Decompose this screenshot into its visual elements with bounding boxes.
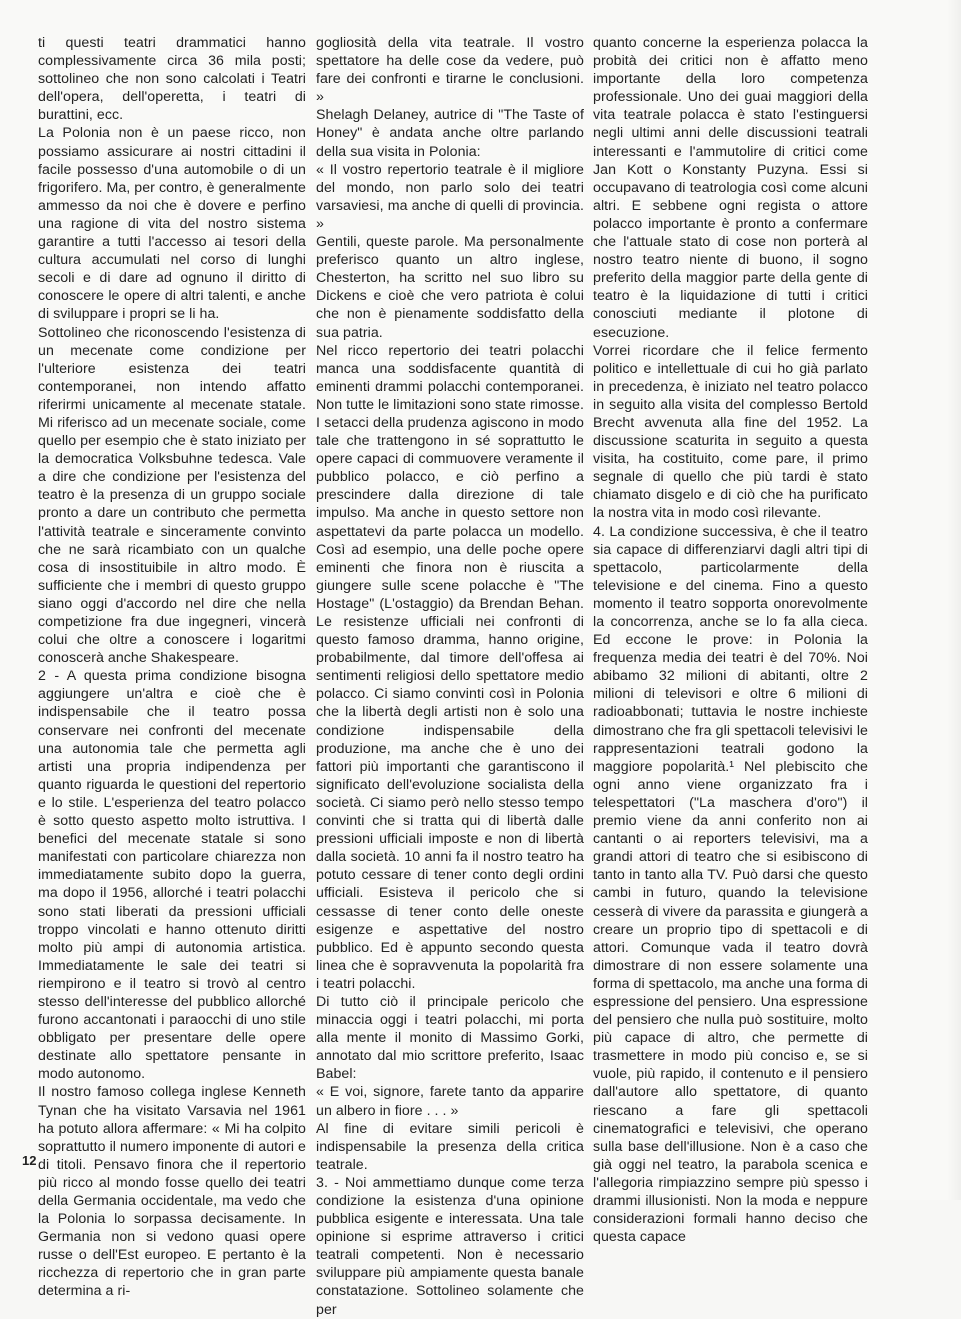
- paragraph: 2 - A questa prima condizione bisogna aggiungere un'altra e cioè che è indispensabile che il teatro possa conservare nei confronti del mecenate una autonomia tale che permetta agli artisti una propria indipendenza per quanto riguarda le questioni del repertorio e lo stile. L'esperienza del teatro polacco è sotto questo aspetto molto istruttiva. I benefici del mecenate statale si sono manifestati con particolare chiarezza non immediatamente subito dopo la guerra, ma dopo il 1956, allorché i teatri polacchi sono stati liberati da pressioni ufficiali troppo vincolati e hanno ottenuto diritti molto più ampi di autonomia artistica. Immediatamente le sale dei teatri si riempirono e il teatro si trovò al centro stesso dell'interesse del pubblico allorché furono accantonati i paraocchi di uno stile obbligato per presentare delle opere destinate allo spettatore pensante in modo autonomo.: [38, 668, 306, 1083]
- page-number: 12: [22, 1153, 37, 1168]
- paragraph: Shelagh Delaney, autrice di "The Taste of Honey" è andata anche oltre parlando della sua visita in Polonia:: [316, 107, 584, 160]
- paragraph: ti questi teatri drammatici hanno complessivamente circa 36 mila posti; sottolineo che non sono calcolati i Teatri dell'opera, dell'operetta, i teatri di burattini, ecc.: [38, 35, 306, 124]
- paragraph: gogliosità della vita teatrale. Il vostro spettatore ha delle cose da vedere, può fare dei confronti e tirarne le conclusioni. »: [316, 35, 584, 106]
- paragraph: Vorrei ricordare che il felice fermento politico e intellettuale di cui ho già parlato in precedenza, è iniziato nel teatro polacco in seguito alla visita del complesso Bertold Brecht avvenuta alla fine del 1952. La discussione scaturita in seguito a questa visita, ha costituito, come pare, il primo segnale di quello che più tardi è stato chiamato disgelo e di ciò che ha purificato la nostra vita in modo così rilevante.: [593, 342, 868, 522]
- paragraph: Sottolineo che riconoscendo l'esistenza di un mecenate come condizione per l'ulteriore esistenza dei teatri contemporanei, non intendo affatto riferirmi unicamente al mecenate statale. Mi riferisco ad un mecenate sociale, come quello per esempio che è stato iniziato per la democratica Volksbuhne tedesca. Vale a dire che condizione per l'esistenza del teatro è la presenza di un gruppo sociale pronto a dare un contributo che permetta l'attività teatrale e sinceramente convinto che ne sarà ricambiato con un qualche cosa di insostituibile in altro modo. È sufficiente che i membri di questo gruppo siano oggi d'accordo nel dire che nella competizione fra due ingegneri, vincerà colui che oltre a conoscere i logaritmi conoscerà anche Shakespeare.: [38, 324, 306, 667]
- paragraph: quanto concerne la esperienza polacca la probità dei critici non è affatto meno importante della loro competenza professionale. Uno dei guai maggiori della vita teatrale polacca è stato l'estinguersi negli ultimi anni delle discussioni teatrali interessanti e l'ammutolire di critici come Jan Kott o Konstanty Puzyna. Essi si occupavano di teatrologia così come alcuni altri. E sebbene ogni regista o attore polacco importante è pronto a confermare che l'attuale stato di cose non porterà al nostro teatro niente di buono, il sogno preferito della maggior parte della gente di teatro è la liquidazione di tutti i critici conosciuti mediante il plotone di esecuzione.: [593, 35, 868, 341]
- paragraph: Al fine di evitare simili pericoli è indispensabile la presenza della critica teatrale.: [316, 1120, 584, 1173]
- paragraph: 4. La condizione successiva, è che il teatro sia capace di differenziarvi dagli altri tipi di spettacolo, particolarmente della televisione e del cinema. Fino a questo momento il teatro sopporta onorevolmente la concorrenza, anche se lo fa alla cieca. Ed eccone le prove: in Polonia la frequenza media dei teatri è del 70%. Noi abibamo 32 milioni di abitanti, oltre 2 milioni di televisori e oltre 6 milioni di radioabbonati; tuttavia le nostre inchieste dimostrano che fra gli spettacoli televisivi le rappresentazioni teatrali godono la maggiore popolarità.¹ Nel plebiscito che ogni anno viene organizzato fra i telespettatori ("La maschera d'oro") il premio viene da anni conferito non ai cantanti o ai reporters televisivi, ma a grandi attori di teatro che si esibiscono di tanto in tanto alla TV. Può darsi che questo cambi in futuro, quando la televisione cesserà di vivere da parassita e giungerà a creare un proprio tipo di spettacoli e di attori. Comunque vada il teatro dovrà dimostrare di non essere solamente una forma di spettacolo, ma anche una forma di espressione del pensiero. Una espressione del pensiero che nulla può sostituire, molto più capace di altro, che permette di trasmettere in modo più conciso e, se si vuole, più rapido, il contenuto e il pensiero dall'autore allo spettatore, di quanto riescano a fare gli spettacoli cinematografici e televisivi, che operano sulla base dell'illusione. Non è a caso che già oggi nel teatro, la parabola scenica e l'allegoria rimpiazzino sempre più spesso i drammi illusionisti. Non la moda e neppure considerazioni formali hanno deciso che questa capace: [593, 523, 868, 1246]
- text-column-3: [593, 34, 868, 1246]
- paragraph: La Polonia non è un paese ricco, non possiamo assicurare ai nostri cittadini il facile possesso d'una automobile o di un frigorifero. Ma, per contro, è generalmente ammesso da noi che è dovere e perfino una ragione di vita del nostro sistema garantire a tutti l'accesso ai tesori della cultura accumulati nel corso di lunghi secoli e di dare ad ognuno il diritto di conoscere le opere di altri talenti, e anche di sviluppare i propri se li ha.: [38, 125, 306, 323]
- text-column-2: [316, 34, 584, 1318]
- paragraph: Nel ricco repertorio dei teatri polacchi manca una soddisfacente quantità di eminenti drammi polacchi contemporanei. Non tutte le limitazioni sono state rimosse. I setacci della prudenza agiscono in modo tale che trattengono in sé soprattutto le opere capaci di commuovere veramente il pubblico polacco, e ciò perfino a prescindere dalla direzione di tale impulso. Ma anche in questo settore non aspettatevi da parte polacca un modello. Così ad esempio, una delle poche opere eminenti che finora non è riuscita a giungere sulle scene polacche è "The Hostage" (L'ostaggio) da Brendan Behan. Le resistenze ufficiali nei confronti di questo famoso dramma, hanno origine, probabilmente, dal timore dell'offesa ai sentimenti religiosi dello spettatore medio polacco. Ci siamo convinti così in Polonia che la libertà degli artisti non è solo una condizione indispensabile della produzione, ma anche che è uno dei fattori più importanti che garantiscono il significato dell'evoluzione socialista della società. Ci siamo però nello stesso tempo convinti che si tratta qui di libertà dalle pressioni ufficiali imposte e non di libertà dalla società. 10 anni fa il nostro teatro ha potuto cessare di tener conto degli ordini ufficiali. Esisteva il pericolo che si cessasse di tener conto delle oneste esigenze e aspettative del nostro pubblico. Ed è appunto secondo questa linea che è sopravvenuta la popolarità fra i teatri polacchi.: [316, 342, 584, 992]
- page-edge-shadow: [947, 0, 961, 1200]
- paragraph: « Il vostro repertorio teatrale è il migliore del mondo, non parlo solo dei teatri varsaviesi, ma anche di quelli di provincia. »: [316, 161, 584, 232]
- text-column-1: [38, 34, 306, 1300]
- paragraph: 3. - Noi ammettiamo dunque come terza condizione la esistenza d'una opinione pubblica esigente e interessata. Una tale opinione si esprime attraverso i critici teatrali competenti. Non è necessario sviluppare più ampiamente questa banale constatazione. Sottolineo solamente che per: [316, 1174, 584, 1318]
- paragraph: Di tutto ciò il principale pericolo che minaccia oggi i teatri polacchi, mi porta alla mente il monito di Massimo Gorki, annotato dal mio scrittore preferito, Isaac Babel:: [316, 993, 584, 1083]
- paragraph: Gentili, queste parole. Ma personalmente preferisco quanto un altro inglese, Chesterton, ha scritto nel suo libro su Dickens e cioè che vero patriota è colui che non è pienamente soddisfatto della sua patria.: [316, 234, 584, 341]
- paragraph: « E voi, signore, farete tanto da apparire un albero in fiore . . . »: [316, 1084, 584, 1119]
- paragraph: Il nostro famoso collega inglese Kenneth Tynan che ha visitato Varsavia nel 1961 ha potuto allora affermare: « Mi ha colpito soprattutto il numero imponente di autori e di titoli. Pensavo finora che il repertorio più ricco al mondo fosse quello dei teatri della Germania occidentale, ma vedo che la Polonia lo sorpassa decisamente. In Germania non si vedono quasi opere russe o dell'Est europeo. E pertanto è la ricchezza di repertorio che in gran parte determina a ri-: [38, 1084, 306, 1300]
